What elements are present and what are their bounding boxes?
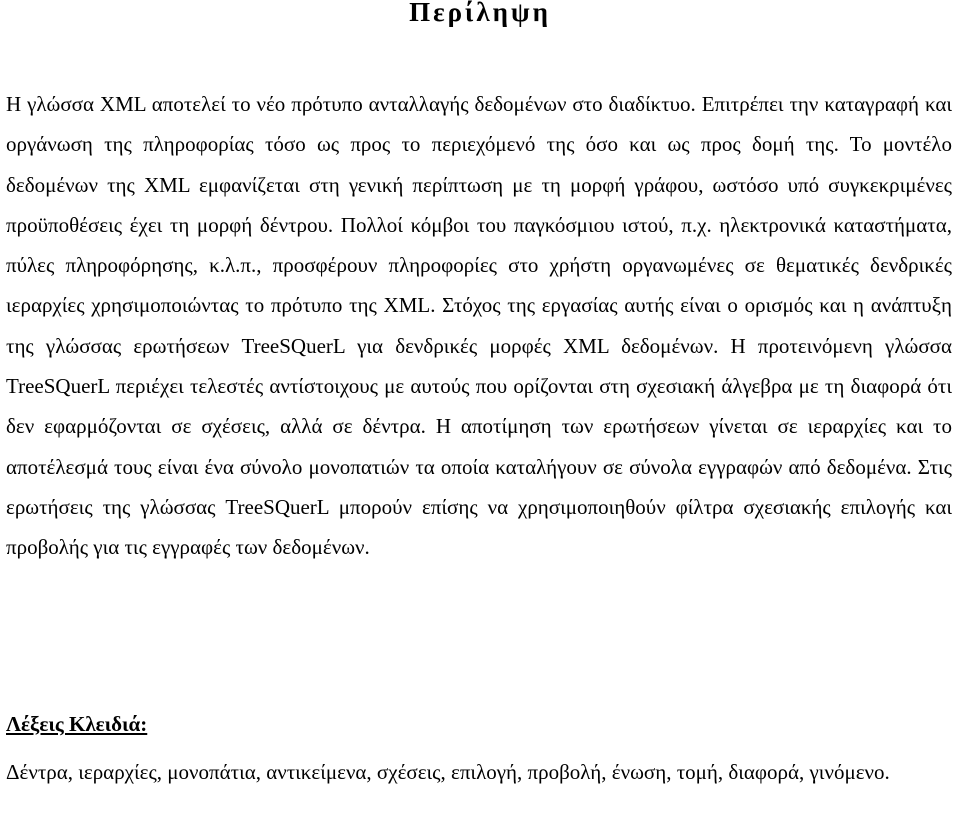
keywords-heading: Λέξεις Κλειδιά: <box>6 712 148 736</box>
abstract-paragraph: Η γλώσσα XML αποτελεί το νέο πρότυπο ανταλλαγής δεδομένων στο διαδίκτυο. Επιτρέπει την καταγραφή και οργάνωση της πληροφορίας τόσο ως προς το περιεχόμενό της όσο και ως προς δομή της. Το μοντέλο δεδομένων της XML εμφανίζεται στη γενική περίπτωση με τη μορφή γράφου, ωστόσο υπό συγκεκριμένες προϋποθέσεις έχει τη μορφή δέντρου. Πολλοί κόμβοι του παγκόσμιου ιστού, π.χ. ηλεκτρονικά καταστήματα, πύλες πληροφόρησης, κ.λ.π., προσφέρουν πληροφορίες στο χρήστη οργανωμένες σε θεματικές δενδρικές ιεραρχίες χρησιμοποιώντας το πρότυπο της XML. Στόχος της εργασίας αυτής είναι ο ορισμός και η ανάπτυξη της γλώσσας ερωτήσεων TreeSQuerL για δενδρικές μορφές XML δεδομένων. Η προτεινόμενη γλώσσα TreeSQuerL περιέχει τελεστές αντίστοιχους με αυτούς που ορίζονται στη σχεσιακή άλγεβρα με τη διαφορά ότι δεν εφαρμόζονται σε σχέσεις, αλλά σε δέντρα. Η αποτίμηση των ερωτήσεων γίνεται σε ιεραρχίες και το αποτέλεσμά τους είναι ένα σύνολο μονοπατιών τα οποία καταλήγουν σε σύνολα εγγραφών από δεδομένα. Στις ερωτήσεις της γλώσσας TreeSQuerL μπορούν επίσης να χρησιμοποιηθούν φίλτρα σχεσιακής επιλογής και προβολής για τις εγγραφές των δεδομένων. <box>6 92 952 560</box>
page-title: Περίληψη <box>409 0 551 27</box>
keywords-list: Δέντρα, ιεραρχίες, μονοπάτια, αντικείμενα, σχέσεις, επιλογή, προβολή, ένωση, τομή, διαφορά, γινόμενο. <box>6 760 890 784</box>
